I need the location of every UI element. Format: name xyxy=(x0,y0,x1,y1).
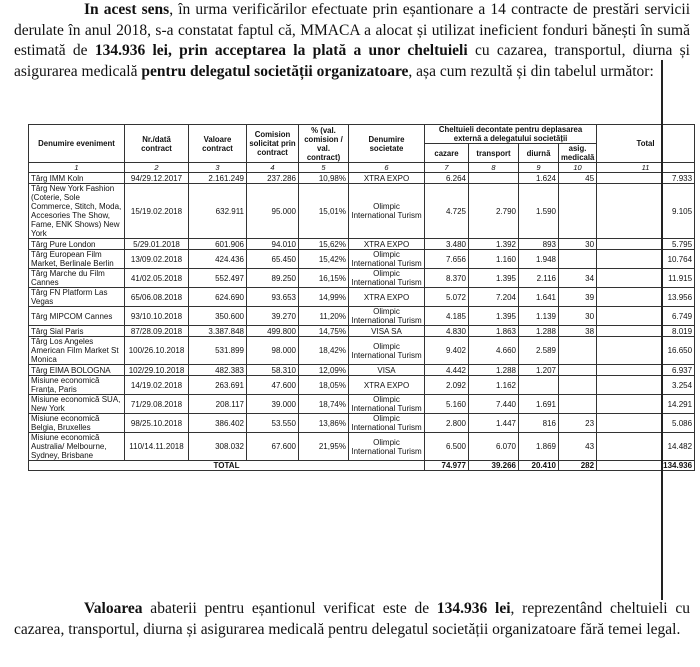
event-cell: Misiune economică SUA, New York xyxy=(29,395,125,414)
cazare-cell: 5.072 xyxy=(425,288,469,307)
index-row xyxy=(29,163,695,173)
value-cell: 632.911 xyxy=(189,184,247,239)
total-cell: 11.915 xyxy=(597,269,695,288)
asig-cell: 39 xyxy=(559,288,597,307)
pct-cell: 12,09% xyxy=(299,365,349,376)
transport-cell: 7.204 xyxy=(469,288,519,307)
table-body xyxy=(29,173,695,461)
transport-cell: 1.447 xyxy=(469,414,519,433)
table-row xyxy=(29,365,695,376)
event-cell: Târg European Film Market, Berlinale Berlin xyxy=(29,250,125,269)
commission-cell: 237.286 xyxy=(247,173,299,184)
pct-cell: 18,05% xyxy=(299,376,349,395)
asig-cell: 34 xyxy=(559,269,597,288)
transport-cell: 1.863 xyxy=(469,326,519,337)
value-cell: 2.161.249 xyxy=(189,173,247,184)
cazare-cell: 7.656 xyxy=(425,250,469,269)
pct-cell: 11,20% xyxy=(299,307,349,326)
commission-cell: 499.800 xyxy=(247,326,299,337)
asig-cell: 23 xyxy=(559,414,597,433)
asig-cell: 38 xyxy=(559,326,597,337)
contract-cell: 87/28.09.2018 xyxy=(125,326,189,337)
table-row xyxy=(29,337,695,365)
contract-cell: 13/09.02.2018 xyxy=(125,250,189,269)
event-cell: Târg Sial Paris xyxy=(29,326,125,337)
commission-cell: 95.000 xyxy=(247,184,299,239)
transport-cell: 1.395 xyxy=(469,307,519,326)
header-value: Valoare contract xyxy=(189,125,247,163)
cazare-cell: 2.800 xyxy=(425,414,469,433)
company-cell: VISA SA xyxy=(349,326,425,337)
contract-cell: 15/19.02.2018 xyxy=(125,184,189,239)
transport-cell: 6.070 xyxy=(469,433,519,461)
diurna-cell: 893 xyxy=(519,239,559,250)
value-cell: 386.402 xyxy=(189,414,247,433)
total-cell: 13.956 xyxy=(597,288,695,307)
index-cell: 1 xyxy=(29,163,125,173)
total-total: 134.936 xyxy=(597,461,695,471)
event-cell: Târg New York Fashion (Coterie, Sole Commerce, Stitch, Moda, Accesories The Show, Fame, ENK Shows) New York xyxy=(29,184,125,239)
intro-bold-2: pentru delegatul societății organizatoare xyxy=(141,62,409,80)
total-cell: 14.482 xyxy=(597,433,695,461)
diurna-cell: 1.139 xyxy=(519,307,559,326)
total-cell: 5.086 xyxy=(597,414,695,433)
header-transport: transport xyxy=(469,144,519,163)
asig-cell: 43 xyxy=(559,433,597,461)
index-cell: 8 xyxy=(469,163,519,173)
commission-cell: 67.600 xyxy=(247,433,299,461)
transport-cell: 1.288 xyxy=(469,365,519,376)
conclusion-lead: Valoarea xyxy=(84,600,143,617)
asig-cell xyxy=(559,184,597,239)
value-cell: 482.383 xyxy=(189,365,247,376)
cazare-cell: 6.500 xyxy=(425,433,469,461)
value-cell: 601.906 xyxy=(189,239,247,250)
event-cell: Târg FN Platform Las Vegas xyxy=(29,288,125,307)
table-row xyxy=(29,433,695,461)
contract-cell: 110/14.11.2018 xyxy=(125,433,189,461)
event-cell: Târg IMM Koln xyxy=(29,173,125,184)
contract-cell: 102/29.10.2018 xyxy=(125,365,189,376)
diurna-cell: 1.590 xyxy=(519,184,559,239)
contract-cell: 14/19.02.2018 xyxy=(125,376,189,395)
table-row xyxy=(29,376,695,395)
total-cell: 7.933 xyxy=(597,173,695,184)
value-cell: 424.436 xyxy=(189,250,247,269)
header-total: Total xyxy=(597,125,695,163)
index-cell: 7 xyxy=(425,163,469,173)
value-cell: 3.387.848 xyxy=(189,326,247,337)
event-cell: Târg Los Angeles American Film Market St Monica xyxy=(29,337,125,365)
table-row xyxy=(29,250,695,269)
transport-cell: 7.440 xyxy=(469,395,519,414)
table-row xyxy=(29,239,695,250)
event-cell: Târg MIPCOM Cannes xyxy=(29,307,125,326)
company-cell: XTRA EXPO xyxy=(349,288,425,307)
cazare-cell: 4.830 xyxy=(425,326,469,337)
expenses-table xyxy=(28,124,695,471)
pct-cell: 18,42% xyxy=(299,337,349,365)
contract-cell: 5/29.01.2018 xyxy=(125,239,189,250)
diurna-cell: 1.288 xyxy=(519,326,559,337)
company-cell: XTRA EXPO xyxy=(349,376,425,395)
asig-cell: 45 xyxy=(559,173,597,184)
asig-cell xyxy=(559,365,597,376)
value-cell: 350.600 xyxy=(189,307,247,326)
intro-text-4: , așa cum rezultă și din tabelul următor: xyxy=(408,62,654,80)
table-row xyxy=(29,414,695,433)
diurna-cell: 1.641 xyxy=(519,288,559,307)
event-cell: Târg EIMA BOLOGNA xyxy=(29,365,125,376)
cazare-cell: 8.370 xyxy=(425,269,469,288)
value-cell: 531.899 xyxy=(189,337,247,365)
transport-cell: 4.660 xyxy=(469,337,519,365)
header-expenses-group: Cheltuieli decontate pentru deplasarea externă a delegatului societății xyxy=(425,125,597,144)
company-cell: Olimpic International Turism xyxy=(349,269,425,288)
index-cell: 11 xyxy=(597,163,695,173)
intro-paragraph xyxy=(14,0,690,82)
total-cazare: 74.977 xyxy=(425,461,469,471)
transport-cell: 1.160 xyxy=(469,250,519,269)
header-company: Denumire societate xyxy=(349,125,425,163)
company-cell: VISA xyxy=(349,365,425,376)
commission-cell: 47.600 xyxy=(247,376,299,395)
transport-cell xyxy=(469,173,519,184)
table-row xyxy=(29,288,695,307)
pct-cell: 10,98% xyxy=(299,173,349,184)
commission-cell: 39.000 xyxy=(247,395,299,414)
commission-cell: 65.450 xyxy=(247,250,299,269)
asig-cell: 30 xyxy=(559,307,597,326)
pct-cell: 14,99% xyxy=(299,288,349,307)
commission-cell: 39.270 xyxy=(247,307,299,326)
header-pct: % (val. comision / val. contract) xyxy=(299,125,349,163)
margin-scan-line xyxy=(661,60,663,600)
header-asig: asig. medicală xyxy=(559,144,597,163)
header-row-1 xyxy=(29,125,695,144)
pct-cell: 21,95% xyxy=(299,433,349,461)
asig-cell: 30 xyxy=(559,239,597,250)
total-cell: 6.749 xyxy=(597,307,695,326)
intro-text-3: cu cazarea, transportul, diurna și asigurarea medicală xyxy=(14,42,690,80)
pct-cell: 18,74% xyxy=(299,395,349,414)
commission-cell: 94.010 xyxy=(247,239,299,250)
table-row xyxy=(29,269,695,288)
company-cell: Olimpic International Turism xyxy=(349,414,425,433)
asig-cell xyxy=(559,250,597,269)
diurna-cell: 816 xyxy=(519,414,559,433)
intro-text-2: , prin acceptarea la plată a unor cheltuieli xyxy=(168,42,468,59)
asig-cell xyxy=(559,395,597,414)
diurna-cell: 1.948 xyxy=(519,250,559,269)
company-cell: Olimpic International Turism xyxy=(349,307,425,326)
cazare-cell: 3.480 xyxy=(425,239,469,250)
total-label: TOTAL xyxy=(29,461,425,471)
commission-cell: 53.550 xyxy=(247,414,299,433)
header-event: Denumire eveniment xyxy=(29,125,125,163)
cazare-cell: 9.402 xyxy=(425,337,469,365)
total-cell: 9.105 xyxy=(597,184,695,239)
asig-cell xyxy=(559,337,597,365)
company-cell: Olimpic International Turism xyxy=(349,184,425,239)
total-transport: 39.266 xyxy=(469,461,519,471)
intro-text-1: , în urma verificărilor efectuate prin eșantionare a 14 contracte de prestări servicii derulate în anul 2018, s-a constatat faptul că, MMACA a alocat și utilizat ineficient fonduri bănești în sumă estimată de xyxy=(14,1,690,59)
total-diurna: 20.410 xyxy=(519,461,559,471)
value-cell: 624.690 xyxy=(189,288,247,307)
index-cell: 2 xyxy=(125,163,189,173)
event-cell: Misiune economică Franța, Paris xyxy=(29,376,125,395)
total-cell: 14.291 xyxy=(597,395,695,414)
company-cell: XTRA EXPO xyxy=(349,239,425,250)
conclusion-amount: 134.936 lei xyxy=(436,600,511,617)
header-cazare: cazare xyxy=(425,144,469,163)
contract-cell: 98/25.10.2018 xyxy=(125,414,189,433)
event-cell: Târg Pure London xyxy=(29,239,125,250)
contract-cell: 71/29.08.2018 xyxy=(125,395,189,414)
cazare-cell: 6.264 xyxy=(425,173,469,184)
cazare-cell: 2.092 xyxy=(425,376,469,395)
contract-cell: 65/06.08.2018 xyxy=(125,288,189,307)
table-row xyxy=(29,395,695,414)
transport-cell: 2.790 xyxy=(469,184,519,239)
commission-cell: 89.250 xyxy=(247,269,299,288)
pct-cell: 13,86% xyxy=(299,414,349,433)
total-cell: 8.019 xyxy=(597,326,695,337)
value-cell: 208.117 xyxy=(189,395,247,414)
expenses-table-container xyxy=(28,124,694,471)
cazare-cell: 4.725 xyxy=(425,184,469,239)
value-cell: 552.497 xyxy=(189,269,247,288)
table-row xyxy=(29,184,695,239)
diurna-cell: 2.116 xyxy=(519,269,559,288)
conclusion-text-1: abaterii pentru eșantionul verificat este de xyxy=(142,600,437,617)
contract-cell: 94/29.12.2017 xyxy=(125,173,189,184)
header-contract: Nr./dată contract xyxy=(125,125,189,163)
index-cell: 3 xyxy=(189,163,247,173)
cazare-cell: 5.160 xyxy=(425,395,469,414)
table-row xyxy=(29,307,695,326)
header-diurna: diurnă xyxy=(519,144,559,163)
conclusion-text-2: , reprezentând cheltuieli cu cazarea, transportul, diurna și asigurarea medicală pentru delegatul societății organizatoare fără temei legal. xyxy=(14,600,690,638)
index-cell: 6 xyxy=(349,163,425,173)
intro-lead: In acest sens xyxy=(84,1,170,18)
pct-cell: 15,01% xyxy=(299,184,349,239)
asig-cell xyxy=(559,376,597,395)
diurna-cell: 1.869 xyxy=(519,433,559,461)
pct-cell: 16,15% xyxy=(299,269,349,288)
event-cell: Misiune economică Australia/ Melbourne, Sydney, Brisbane xyxy=(29,433,125,461)
pct-cell: 14,75% xyxy=(299,326,349,337)
pct-cell: 15,62% xyxy=(299,239,349,250)
cazare-cell: 4.442 xyxy=(425,365,469,376)
value-cell: 308.032 xyxy=(189,433,247,461)
total-row xyxy=(29,461,695,471)
intro-amount: 134.936 lei xyxy=(94,42,168,59)
index-cell: 5 xyxy=(299,163,349,173)
index-cell: 4 xyxy=(247,163,299,173)
total-asig: 282 xyxy=(559,461,597,471)
company-cell: Olimpic International Turism xyxy=(349,433,425,461)
total-cell: 3.254 xyxy=(597,376,695,395)
diurna-cell xyxy=(519,376,559,395)
company-cell: XTRA EXPO xyxy=(349,173,425,184)
table-row xyxy=(29,326,695,337)
commission-cell: 98.000 xyxy=(247,337,299,365)
pct-cell: 15,42% xyxy=(299,250,349,269)
company-cell: Olimpic International Turism xyxy=(349,337,425,365)
contract-cell: 100/26.10.2018 xyxy=(125,337,189,365)
total-cell: 6.937 xyxy=(597,365,695,376)
transport-cell: 1.392 xyxy=(469,239,519,250)
company-cell: Olimpic International Turism xyxy=(349,395,425,414)
total-cell: 5.795 xyxy=(597,239,695,250)
contract-cell: 41/02.05.2018 xyxy=(125,269,189,288)
contract-cell: 93/10.10.2018 xyxy=(125,307,189,326)
commission-cell: 93.653 xyxy=(247,288,299,307)
table-row xyxy=(29,173,695,184)
event-cell: Târg Marche du Film Cannes xyxy=(29,269,125,288)
transport-cell: 1.395 xyxy=(469,269,519,288)
cazare-cell: 4.185 xyxy=(425,307,469,326)
diurna-cell: 1.207 xyxy=(519,365,559,376)
commission-cell: 58.310 xyxy=(247,365,299,376)
value-cell: 263.691 xyxy=(189,376,247,395)
company-cell: Olimpic International Turism xyxy=(349,250,425,269)
total-cell: 16.650 xyxy=(597,337,695,365)
total-cell: 10.764 xyxy=(597,250,695,269)
diurna-cell: 1.691 xyxy=(519,395,559,414)
diurna-cell: 1.624 xyxy=(519,173,559,184)
event-cell: Misiune economică Belgia, Bruxelles xyxy=(29,414,125,433)
header-commission: Comision solicitat prin contract xyxy=(247,125,299,163)
index-cell: 9 xyxy=(519,163,559,173)
conclusion-paragraph xyxy=(14,599,690,640)
transport-cell: 1.162 xyxy=(469,376,519,395)
index-cell: 10 xyxy=(559,163,597,173)
diurna-cell: 2.589 xyxy=(519,337,559,365)
